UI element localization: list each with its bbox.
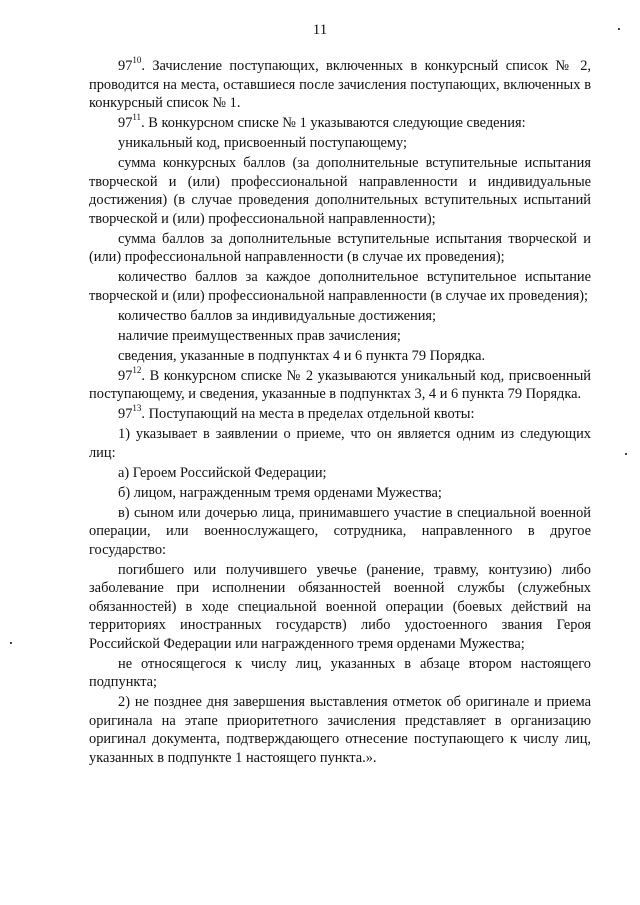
paragraph-number-superscript: 13 — [132, 403, 142, 414]
paragraph-text: . Зачисление поступающих, включенных в конкурсный список № 2, проводится на места, оставшиеся после зачисления поступающих, включенных в конкурсный список № 1. — [89, 58, 591, 111]
paragraph-number-superscript: 10 — [132, 55, 142, 66]
list-item-competitive-score: сумма конкурсных баллов (за дополнительные вступительные испытания творческой и (или) профессиональной направленности и индивидуальные достижения) (в случае проведения дополнительных вступительных испытаний творческой и (или) профессиональной направленности); — [89, 155, 591, 227]
list-item-unique-code: уникальный код, присвоенный поступающему; — [118, 135, 408, 151]
list-item-additional-tests-score: сумма баллов за дополнительные вступительные испытания творческой и (или) профессиональной направленности (в случае их проведения); — [89, 230, 591, 265]
subitem-b: б) лицом, награжденным тремя орденами Мужества; — [118, 484, 442, 501]
scan-artifact — [618, 28, 620, 30]
paragraph-number-superscript: 12 — [132, 364, 142, 375]
list-item-subparagraph-info: сведения, указанные в подпунктах 4 и 6 пункта 79 Порядка. — [118, 347, 486, 364]
paragraph-number: 97 — [118, 367, 133, 384]
subitem-v-deceased-or-injured: погибшего или получившего увечье (ранение, травму, контузию) либо заболевание при исполнении обязанностей военной службы (служебных обязанностей) в ходе специальной военной операции (боевых действий на территориях иностранных государств) либо удостоенного звания Героя Российской Федерации или награжденного тремя орденами Мужества; — [89, 561, 591, 652]
paragraph-number: 97 — [118, 406, 133, 422]
paragraph-number: 97 — [118, 115, 133, 131]
paragraph-number: 97 — [118, 58, 133, 74]
paragraph-number-superscript: 11 — [132, 112, 142, 123]
paragraph-text: . В конкурсном списке № 2 указываются уникальный код, присвоенный поступающему, и сведения, указанные в подпунктах 3, 4 и 6 пункта 79 Порядка. — [89, 367, 591, 402]
scan-artifact — [625, 453, 627, 455]
list-item-achievements-score: количество баллов за индивидуальные достижения; — [118, 307, 437, 324]
paragraph-97-11 — [89, 114, 591, 133]
subparagraph-1: 1) указывает в заявлении о приеме, что он является одним из следующих лиц: — [89, 426, 591, 461]
paragraph-text: . Поступающий на места в пределах отдельной квоты: — [141, 406, 475, 422]
paragraph-97-13 — [89, 405, 591, 424]
subitem-v-not-relating: не относящегося к числу лиц, указанных в абзаце втором настоящего подпункта; — [89, 655, 591, 690]
subitem-a: а) Героем Российской Федерации; — [118, 464, 327, 481]
subparagraph-2: 2) не позднее дня завершения выставления отметок об оригинале и приема оригинала на этапе приоритетного зачисления представляет в организацию оригинал документа, подтверждающего отнесение поступающего к числу лиц, указанных в подпункте 1 настоящего пункта.». — [89, 694, 591, 766]
list-item-preferential-rights: наличие преимущественных прав зачисления; — [118, 327, 401, 344]
page-number: 11 — [312, 22, 328, 38]
list-item-each-test-score: количество баллов за каждое дополнительное вступительное испытание творческой и (или) профессиональной направленности (в случае их проведения); — [89, 269, 591, 304]
paragraph-97-12 — [89, 364, 591, 404]
document-body — [89, 57, 591, 769]
subitem-v: в) сыном или дочерью лица, принимавшего участие в специальной военной операции, или военнослужащего, сотрудника, направленного в другое государство: — [89, 504, 591, 558]
paragraph-text: . В конкурсном списке № 1 указываются следующие сведения: — [141, 115, 526, 131]
scan-artifact — [10, 642, 12, 644]
paragraph-97-10 — [89, 57, 591, 113]
